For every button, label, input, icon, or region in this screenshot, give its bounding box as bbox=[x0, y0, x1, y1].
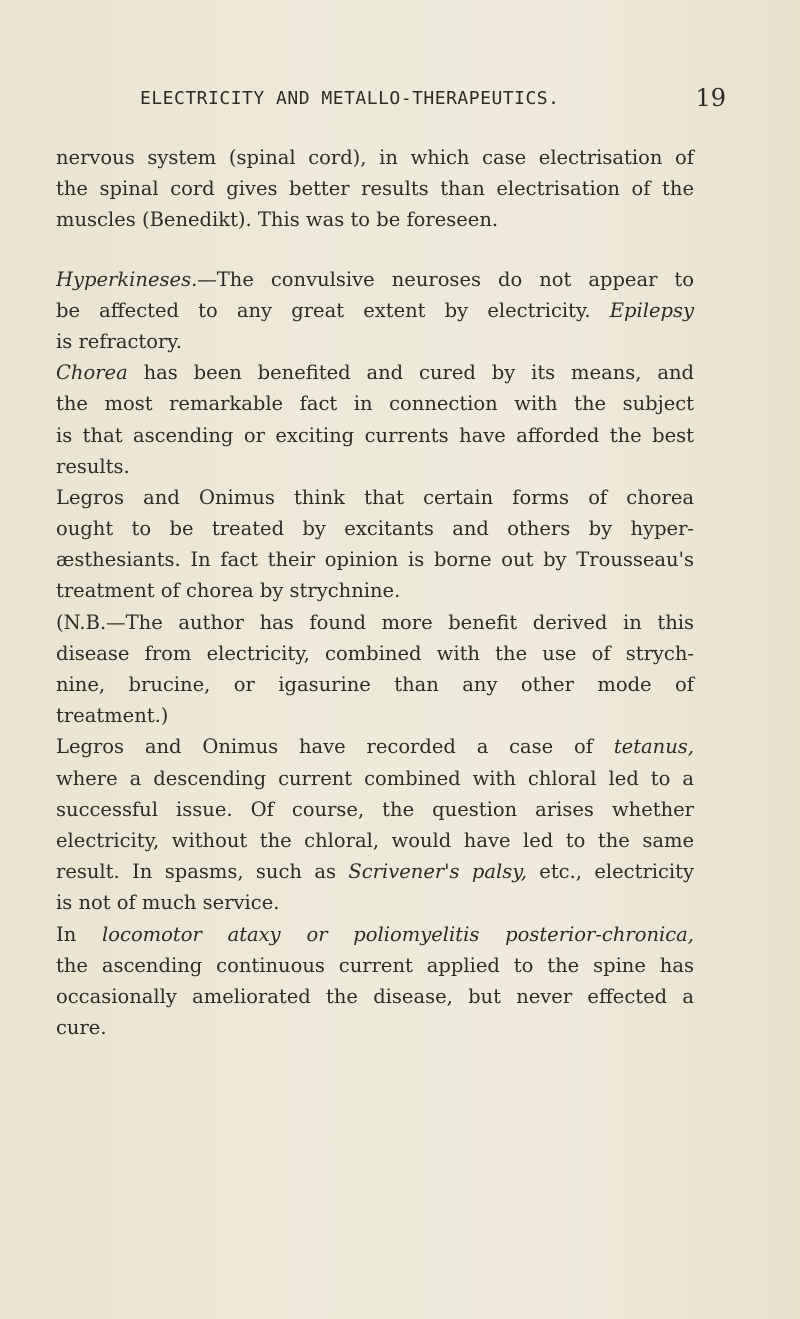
line-text: successful issue. Of course, the question arises whether bbox=[56, 797, 694, 821]
italic-text: Scrivener's palsy, bbox=[348, 860, 527, 884]
text-line bbox=[56, 513, 694, 544]
text-line bbox=[56, 981, 694, 1012]
line-text: electricity, without the chloral, would have led to the same bbox=[56, 828, 694, 852]
text-line bbox=[56, 388, 694, 419]
running-head bbox=[60, 84, 760, 114]
text-line bbox=[56, 357, 694, 388]
text-line bbox=[56, 825, 694, 856]
paragraph bbox=[56, 482, 694, 607]
text-line bbox=[56, 204, 694, 235]
line-text: muscles (Benedikt). This was to be foreseen. bbox=[56, 208, 499, 232]
line-text: nine, brucine, or igasurine than any other mode of bbox=[56, 673, 694, 696]
text-line bbox=[56, 264, 694, 295]
line-text: Legros and Onimus think that certain forms of chorea bbox=[56, 485, 694, 509]
line-text: treatment.) bbox=[56, 704, 169, 728]
line-text: —The convulsive neuroses do not appear to bbox=[197, 267, 694, 291]
line-text: etc., electricity bbox=[539, 860, 695, 884]
text-line bbox=[56, 326, 694, 357]
paragraph bbox=[56, 919, 694, 1044]
line-text: is that ascending or exciting currents have afforded the best bbox=[56, 423, 694, 447]
line-text: cure. bbox=[56, 1016, 107, 1040]
paragraph bbox=[56, 607, 694, 732]
line-text: results. bbox=[56, 454, 130, 478]
line-text: the most remarkable fact in connection with the subject bbox=[56, 392, 694, 416]
text-line bbox=[56, 482, 694, 513]
text-line bbox=[56, 919, 694, 950]
line-text: ought to be treated by excitants and others by hyper- bbox=[56, 517, 694, 541]
running-title: ELECTRICITY AND METALLO-THERAPEUTICS. bbox=[140, 88, 560, 109]
paragraph bbox=[56, 357, 694, 482]
paragraph bbox=[56, 731, 694, 918]
paragraph bbox=[56, 236, 694, 358]
line-text: the spinal cord gives better results than electrisation of the bbox=[56, 177, 694, 201]
italic-text: tetanus, bbox=[613, 735, 694, 759]
text-line bbox=[56, 856, 694, 887]
line-text: In bbox=[56, 922, 77, 946]
text-line bbox=[56, 173, 694, 204]
paragraph bbox=[56, 142, 694, 236]
text-line bbox=[56, 700, 694, 731]
italic-text: Hyperkineses. bbox=[56, 267, 198, 291]
text-line bbox=[56, 669, 694, 700]
line-text: be affected to any great extent by electricity. bbox=[56, 298, 591, 322]
text-line bbox=[56, 544, 694, 575]
italic-text: locomotor ataxy or poliomyelitis posterior-chronica, bbox=[102, 922, 695, 946]
text-line bbox=[56, 1012, 694, 1043]
text-line bbox=[56, 763, 694, 794]
line-text: occasionally ameliorated the disease, but never effected a bbox=[56, 984, 694, 1008]
text-line bbox=[56, 142, 694, 173]
text-line bbox=[56, 950, 694, 981]
line-text: the ascending continuous current applied to the spine has bbox=[56, 953, 694, 977]
line-text: Legros and Onimus have recorded a case of bbox=[56, 735, 593, 759]
text-line bbox=[56, 887, 694, 918]
text-line bbox=[56, 794, 694, 825]
text-line bbox=[56, 638, 694, 669]
line-text: disease from electricity, combined with the use of strych- bbox=[56, 641, 694, 665]
line-text: æsthesiants. In fact their opinion is borne out by Trousseau's bbox=[56, 548, 694, 572]
line-text: treatment of chorea by strychnine. bbox=[56, 579, 401, 603]
page-number: 19 bbox=[695, 84, 726, 112]
line-text: result. In spasms, such as bbox=[56, 860, 336, 884]
line-text: where a descending current combined with chloral led to a bbox=[56, 766, 694, 790]
line-text: (N.B.—The author has found more benefit derived in this bbox=[56, 610, 694, 634]
italic-text: Epilepsy bbox=[609, 298, 695, 322]
line-text: has been benefited and cured by its means, and bbox=[127, 361, 694, 385]
text-line bbox=[56, 607, 694, 638]
line-text: is refractory. bbox=[56, 329, 182, 353]
line-text: nervous system (spinal cord), in which case electrisation of bbox=[56, 146, 694, 169]
paragraph-gap bbox=[56, 236, 694, 264]
body-text bbox=[56, 142, 694, 1043]
line-text: is not of much service. bbox=[56, 891, 280, 915]
text-line bbox=[56, 575, 694, 606]
text-line bbox=[56, 451, 694, 482]
text-line bbox=[56, 420, 694, 451]
italic-text: Chorea bbox=[56, 361, 128, 385]
text-line bbox=[56, 295, 694, 326]
text-line bbox=[56, 731, 694, 762]
